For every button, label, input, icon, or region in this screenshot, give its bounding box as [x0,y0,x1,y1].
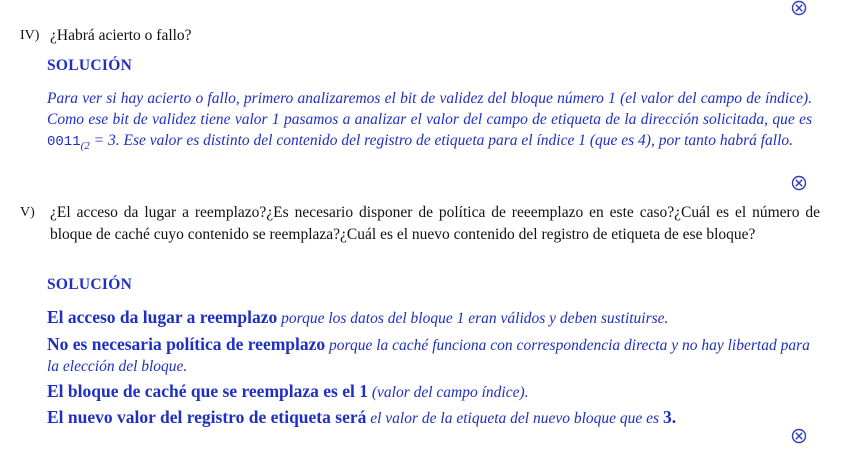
solution-title: SOLUCIÓN [47,57,133,74]
answer-detail: porque la caché funciona con correspondencia directa y no hay libertad para la elección del bloque. [47,337,810,375]
answer-detail: (valor del campo índice). [367,384,529,401]
answer-bold: El bloque de caché que se reemplaza es el 1 [47,381,368,401]
answer-detail: el valor de la etiqueta del nuevo bloque que es [366,410,663,427]
answer-block [47,381,815,403]
answer-bold: El acceso da lugar a reemplazo [47,307,278,327]
question-number: V) [20,205,35,220]
solution-title: SOLUCIÓN [47,276,133,293]
solution-text-part2: = 3. Ese valor es distinto del contenido del registro de etiqueta para el índice 1 (que es 4), por tanto habrá fallo. [89,132,794,149]
binary-code: 0011 [47,134,81,150]
question-iv [20,25,820,47]
question-v [20,202,820,246]
circled-x-icon[interactable] [791,428,807,444]
answer-detail: porque los datos del bloque 1 eran válidos y deben sustituirse. [277,310,669,327]
answer-bold: El nuevo valor del registro de etiqueta será [47,407,367,427]
answer-bold: No es necesaria política de reemplazo [47,334,326,354]
question-text: ¿Habrá acierto o fallo? [50,27,192,44]
base-subscript: (2 [80,140,90,153]
solution-text-part1: Para ver si hay acierto o fallo, primero analizaremos el bit de validez del bloque número 1 (el valor del campo de índice). Como ese bit de validez tiene valor 1 pasamos a analizar el valor del campo de etiqueta de la dirección solicitada, que es [47,90,812,128]
answer-tag [47,407,815,429]
answer-replacement [47,307,815,329]
question-text: ¿El acceso da lugar a reemplazo?¿Es necesario disponer de política de reeemplazo en este caso?¿Cuál es el número de bloque de caché cuyo contenido se reemplaza?¿Cuál es el nuevo contenido del registro de etiqueta de ese bloque? [50,204,820,243]
circled-x-icon[interactable] [791,0,807,16]
solution-iv-text [47,88,812,157]
answer-value: 3. [662,407,677,427]
question-number: IV) [20,28,40,43]
answer-policy [47,334,815,377]
circled-x-icon[interactable] [791,175,807,191]
